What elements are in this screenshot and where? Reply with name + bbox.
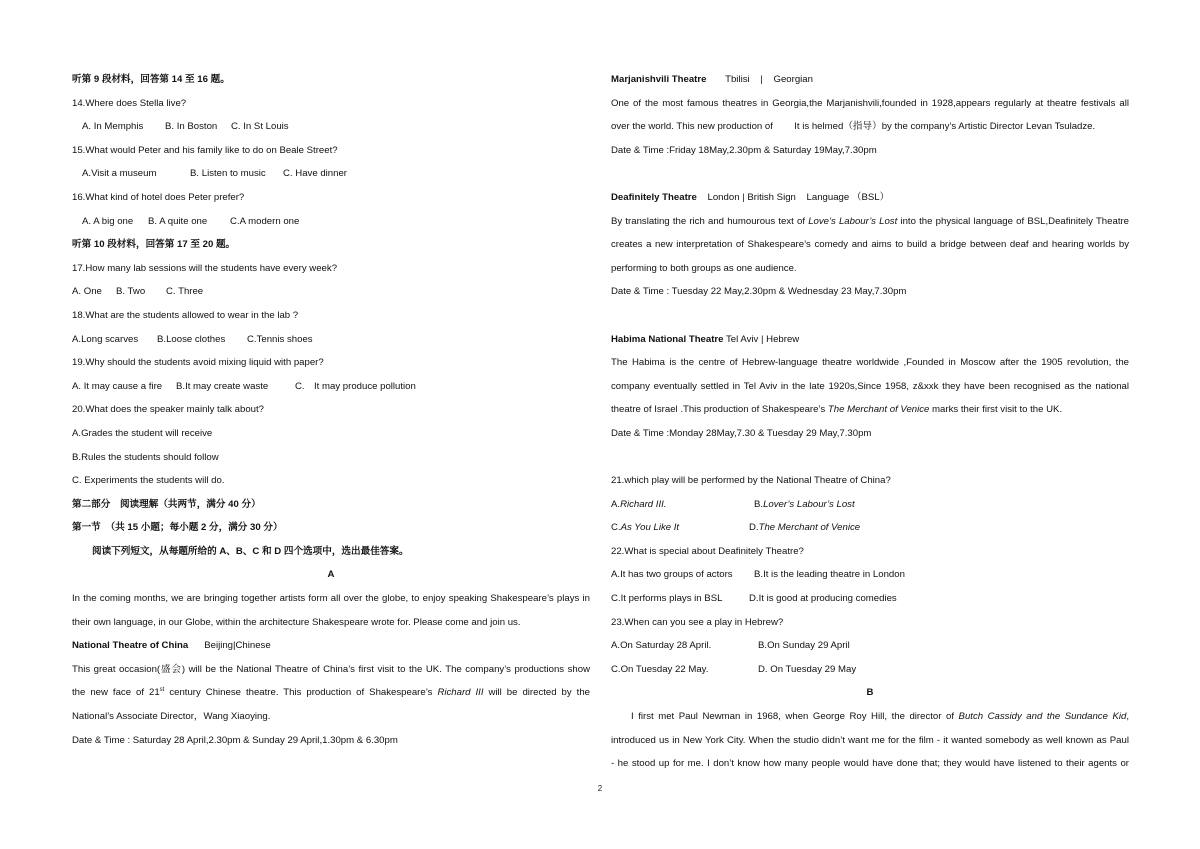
passage-b-line: introduced us in New York City. When the studio didn’t want me for the film - it wanted somebody as well known as Paul	[611, 734, 1129, 746]
habima-name: Habima National Theatre	[611, 333, 724, 345]
marjanishvili-language: Georgian	[773, 74, 813, 85]
deafinitely-text: By translating the rich and humourous text of	[611, 215, 809, 227]
option: B. In Boston	[165, 121, 218, 133]
habima-meta: Tel Aviv | Hebrew	[723, 333, 800, 345]
option: C. In St Louis	[231, 121, 289, 133]
page-number: 2	[597, 784, 603, 793]
marjanishvili-header	[611, 68, 1129, 92]
ntc-text: the new face of 21	[72, 687, 160, 699]
question-21-options-cd	[611, 516, 1129, 540]
deafinitely-name: Deafinitely Theatre	[611, 191, 697, 203]
option: C.	[295, 380, 305, 392]
question-23-options-cd	[611, 658, 1129, 682]
option-letter: D.	[749, 522, 759, 534]
ntc-header	[72, 634, 590, 658]
question-14: 14.Where does Stella live?	[72, 97, 187, 109]
question-22-options-ab	[611, 563, 1129, 587]
question-22-options-cd	[611, 587, 1129, 611]
question-23-options-ab	[611, 634, 1129, 658]
question-16-options	[72, 210, 590, 234]
option: C.Tennis shoes	[247, 333, 313, 345]
question-22: 22.What is special about Deafinitely Theatre?	[611, 545, 804, 557]
option: D. On Tuesday 29 May	[758, 663, 857, 675]
question-18: 18.What are the students allowed to wear in the lab ?	[72, 309, 299, 321]
option-text: Lover’s Labour’s Lost	[763, 498, 855, 510]
passage-b-text: ,	[1126, 711, 1129, 723]
question-17-options	[72, 280, 590, 304]
section10-heading: 听第 10 段材料，回答第 17 至 20 题。	[72, 239, 236, 251]
option: C. Three	[166, 286, 204, 298]
deafinitely-date: Date & Time : Tuesday 22 May,2.30pm & Wednesday 23 May,7.30pm	[611, 286, 907, 298]
habima-line: company eventually settled in Tel Aviv in the late 1920s,Since 1958, z&xxk they have been recognised as the national	[611, 380, 1129, 392]
deafinitely-line	[611, 210, 1129, 234]
option: D.It is good at producing comedies	[749, 593, 897, 605]
deafinitely-line: creates a new interpretation of Shakespeare’s comedy and aims to build a bridge between deaf and hearing worlds by	[611, 239, 1129, 251]
option: C. Have dinner	[283, 168, 347, 180]
option-letter: B.	[754, 498, 764, 510]
ntc-text: will be directed by the	[483, 687, 590, 699]
option: A.It has two groups of actors	[611, 569, 733, 581]
option: B. Listen to music	[190, 168, 266, 180]
ntc-line: National’s Associate Director，Wang Xiaoying.	[72, 711, 271, 723]
option: B. Two	[116, 286, 146, 298]
deafinitely-meta: London | British Sign Language （BSL）	[707, 191, 890, 203]
habima-text: theatre of Israel .This production of Shakespeare’s	[611, 404, 828, 416]
option: A. In Memphis	[82, 121, 144, 133]
question-14-options	[72, 115, 590, 139]
marjanishvili-date: Date & Time :Friday 18May,2.30pm & Saturday 19May,7.30pm	[611, 144, 877, 156]
right-column	[611, 68, 1129, 776]
section9-heading: 听第 9 段材料，回答第 14 至 16 题。	[72, 74, 230, 85]
option: B.It may create waste	[176, 380, 269, 392]
question-16: 16.What kind of hotel does Peter prefer?	[72, 191, 245, 203]
question-21: 21.which play will be performed by the National Theatre of China?	[611, 475, 891, 487]
option: C.On Tuesday 22 May.	[611, 663, 709, 675]
habima-header	[611, 328, 1129, 352]
option: A.Visit a museum	[82, 168, 157, 180]
option-text: Richard III.	[620, 498, 667, 510]
question-20: 20.What does the speaker mainly talk about?	[72, 404, 264, 416]
option: A. It may cause a fire	[72, 380, 163, 392]
intro-line: their own language, in our Globe, within the architecture Shakespeare wrote for. Please come and join us.	[72, 616, 521, 628]
question-23: 23.When can you see a play in Hebrew?	[611, 616, 784, 628]
option	[611, 493, 754, 517]
passage-b-label: B	[866, 687, 874, 699]
question-19: 19.Why should the students avoid mixing liquid with paper?	[72, 357, 324, 369]
option: A. One	[72, 286, 102, 298]
option-text: The Merchant of Venice	[758, 522, 861, 534]
question-21-options-ab	[611, 493, 1129, 517]
passage-b-line	[611, 705, 1129, 729]
option: B.It is the leading theatre in London	[754, 569, 905, 581]
option: A. A big one	[82, 215, 134, 227]
intro-line: In the coming months, we are bringing together artists form all over the globe, to enjoy speaking Shakespeare’s plays in	[72, 593, 590, 605]
play-title: The Merchant of Venice	[827, 404, 930, 416]
ntc-text: century Chinese theatre. This production of Shakespeare’s	[164, 687, 438, 699]
option: B. A quite one	[148, 215, 208, 227]
separator: |	[760, 74, 763, 85]
question-15-options	[72, 162, 590, 186]
option: C.It performs plays in BSL	[611, 593, 723, 605]
option-text: As You Like It	[620, 522, 680, 534]
passage-a-label: A	[327, 569, 335, 581]
question-17: 17.How many lab sessions will the students have every week?	[72, 262, 338, 274]
play-title: Love’s Labour’s Lost	[808, 215, 898, 227]
option: C.A modern one	[230, 215, 300, 227]
film-title: Butch Cassidy and the Sundance Kid	[958, 711, 1127, 723]
section1-heading: 第一节 （共 15 小题；每小题 2 分，满分 30 分）	[72, 522, 283, 534]
option: A.Long scarves	[72, 333, 139, 345]
option: C. Experiments the students will do.	[72, 475, 225, 487]
habima-date: Date & Time :Monday 28May,7.30 & Tuesday 29 May,7.30pm	[611, 427, 872, 439]
option: It may produce pollution	[314, 380, 416, 392]
deafinitely-line: performing to both groups as one audience.	[611, 262, 797, 274]
ntc-superscript: st	[159, 687, 165, 694]
ntc-line	[72, 681, 590, 705]
passage-b-text: I first met Paul Newman in 1968, when George Roy Hill, the director of	[631, 711, 959, 723]
instruction: 阅读下列短文，从每题所给的 A、B、C 和 D 四个选项中，选出最佳答案。	[92, 545, 409, 557]
option: A.On Saturday 28 April.	[611, 640, 712, 652]
option	[754, 493, 855, 517]
passage-b-line: - he stood up for me. I don’t know how many people would have done that; they would have listened to their agents or	[611, 758, 1129, 770]
habima-text: marks their first visit to the UK.	[929, 404, 1063, 416]
ntc-line: This great occasion(盛会) will be the National Theatre of China’s first visit to the UK. The company’s productions show	[72, 663, 590, 675]
ntc-meta: Beijing|Chinese	[204, 640, 271, 652]
option-letter: C.	[611, 522, 621, 534]
habima-line: The Habima is the centre of Hebrew-language theatre worldwide ,Founded in Moscow after the 1905 revolution, the	[611, 357, 1129, 369]
option-letter: A.	[611, 498, 621, 510]
ntc-name: National Theatre of China	[72, 640, 189, 652]
option: B.On Sunday 29 April	[758, 640, 850, 652]
deafinitely-header	[611, 186, 1129, 210]
ntc-date: Date & Time : Saturday 28 April,2.30pm & Sunday 29 April,1.30pm & 6.30pm	[72, 734, 398, 746]
part2-heading: 第二部分 阅读理解（共两节，满分 40 分）	[72, 498, 261, 510]
question-18-options	[72, 328, 590, 352]
option: B.Rules the students should follow	[72, 451, 219, 463]
deafinitely-text: into the physical language of BSL,Deafinitely Theatre	[897, 215, 1129, 227]
marjanishvili-line: over the world. This new production of It is helmed（指导）by the company’s Artistic Director Levan Tsuladze.	[611, 121, 1096, 133]
play-title: Richard III	[437, 687, 484, 699]
marjanishvili-name: Marjanishvili Theatre	[611, 74, 707, 85]
marjanishvili-city: Tbilisi	[725, 74, 750, 85]
question-19-options	[72, 375, 590, 399]
option: B.Loose clothes	[157, 333, 226, 345]
option: A.Grades the student will receive	[72, 427, 213, 439]
habima-line	[611, 398, 1129, 422]
option	[749, 516, 860, 540]
question-15: 15.What would Peter and his family like to do on Beale Street?	[72, 144, 338, 156]
marjanishvili-line: One of the most famous theatres in Georgia,the Marjanishvili,founded in 1928,appears regularly at theatre festivals all	[611, 97, 1129, 109]
left-column	[72, 68, 590, 752]
option	[611, 516, 749, 540]
